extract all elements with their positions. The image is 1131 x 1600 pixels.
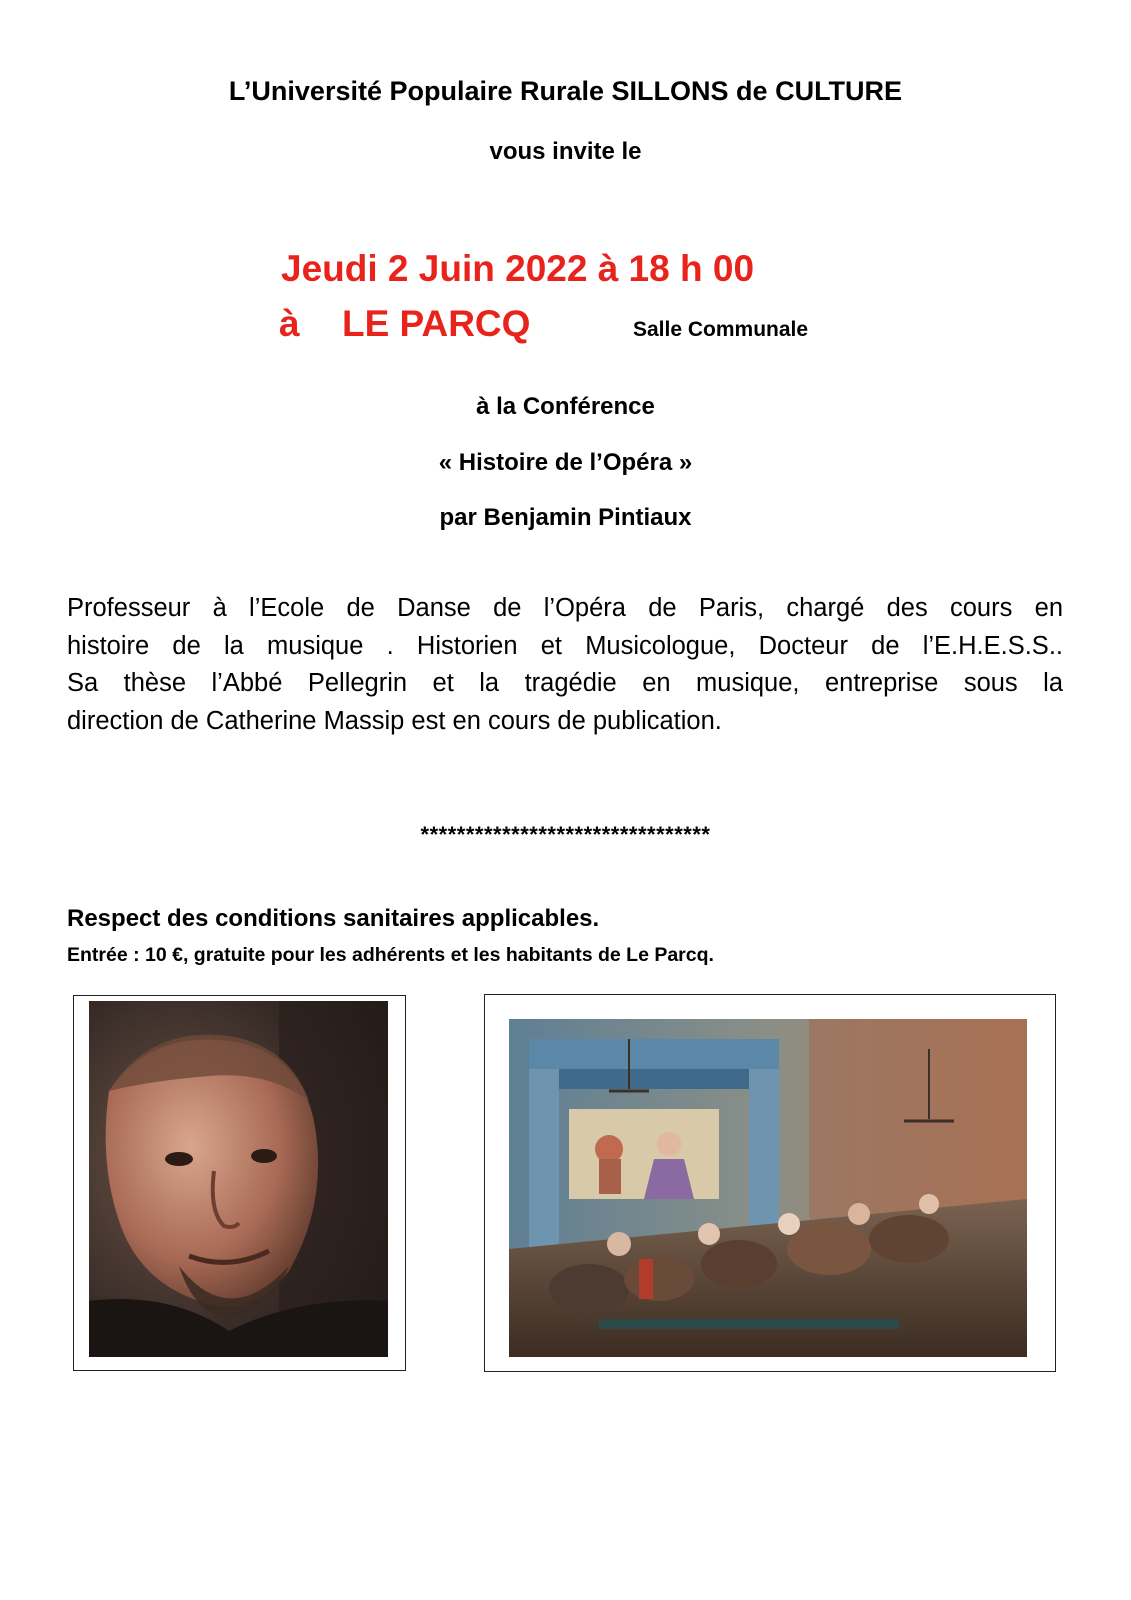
separator: ******************************** <box>420 822 711 847</box>
conference-speaker: par Benjamin Pintiaux <box>439 504 692 531</box>
speaker-photo-frame <box>73 995 406 1371</box>
bio-line: direction de Catherine Massip est en cours de publication. <box>67 706 722 735</box>
bio-line: histoire de la musique . Historien et Musicologue, Docteur de l’E.H.E.S.S.. <box>67 631 1063 660</box>
bio-line: Sa thèse l’Abbé Pellegrin et la tragédie en musique, entreprise sous la <box>67 669 1063 697</box>
event-venue: Salle Communale <box>633 318 809 341</box>
speaker-photo <box>89 1001 388 1357</box>
opera-painting-frame <box>484 994 1056 1372</box>
conference-intro: à la Conférence <box>476 393 655 420</box>
event-place: LE PARCQ <box>342 303 531 344</box>
bio-line: Professeur à l’Ecole de Danse de l’Opéra de Paris, chargé des cours en <box>67 594 1063 622</box>
event-date: Jeudi 2 Juin 2022 à 18 h 00 <box>281 248 755 289</box>
entry-fee-notice: Entrée : 10 €, gratuite pour les adhérents et les habitants de Le Parcq. <box>67 944 714 966</box>
opera-painting <box>509 1019 1027 1357</box>
invite-line: vous invite le <box>489 138 642 165</box>
speaker-bio <box>67 590 1063 740</box>
organizer-title: L’Université Populaire Rurale SILLONS de CULTURE <box>228 76 903 106</box>
health-notice: Respect des conditions sanitaires applicables. <box>67 905 600 932</box>
event-place-prefix: à <box>279 303 300 344</box>
conference-title: « Histoire de l’Opéra » <box>438 449 693 476</box>
